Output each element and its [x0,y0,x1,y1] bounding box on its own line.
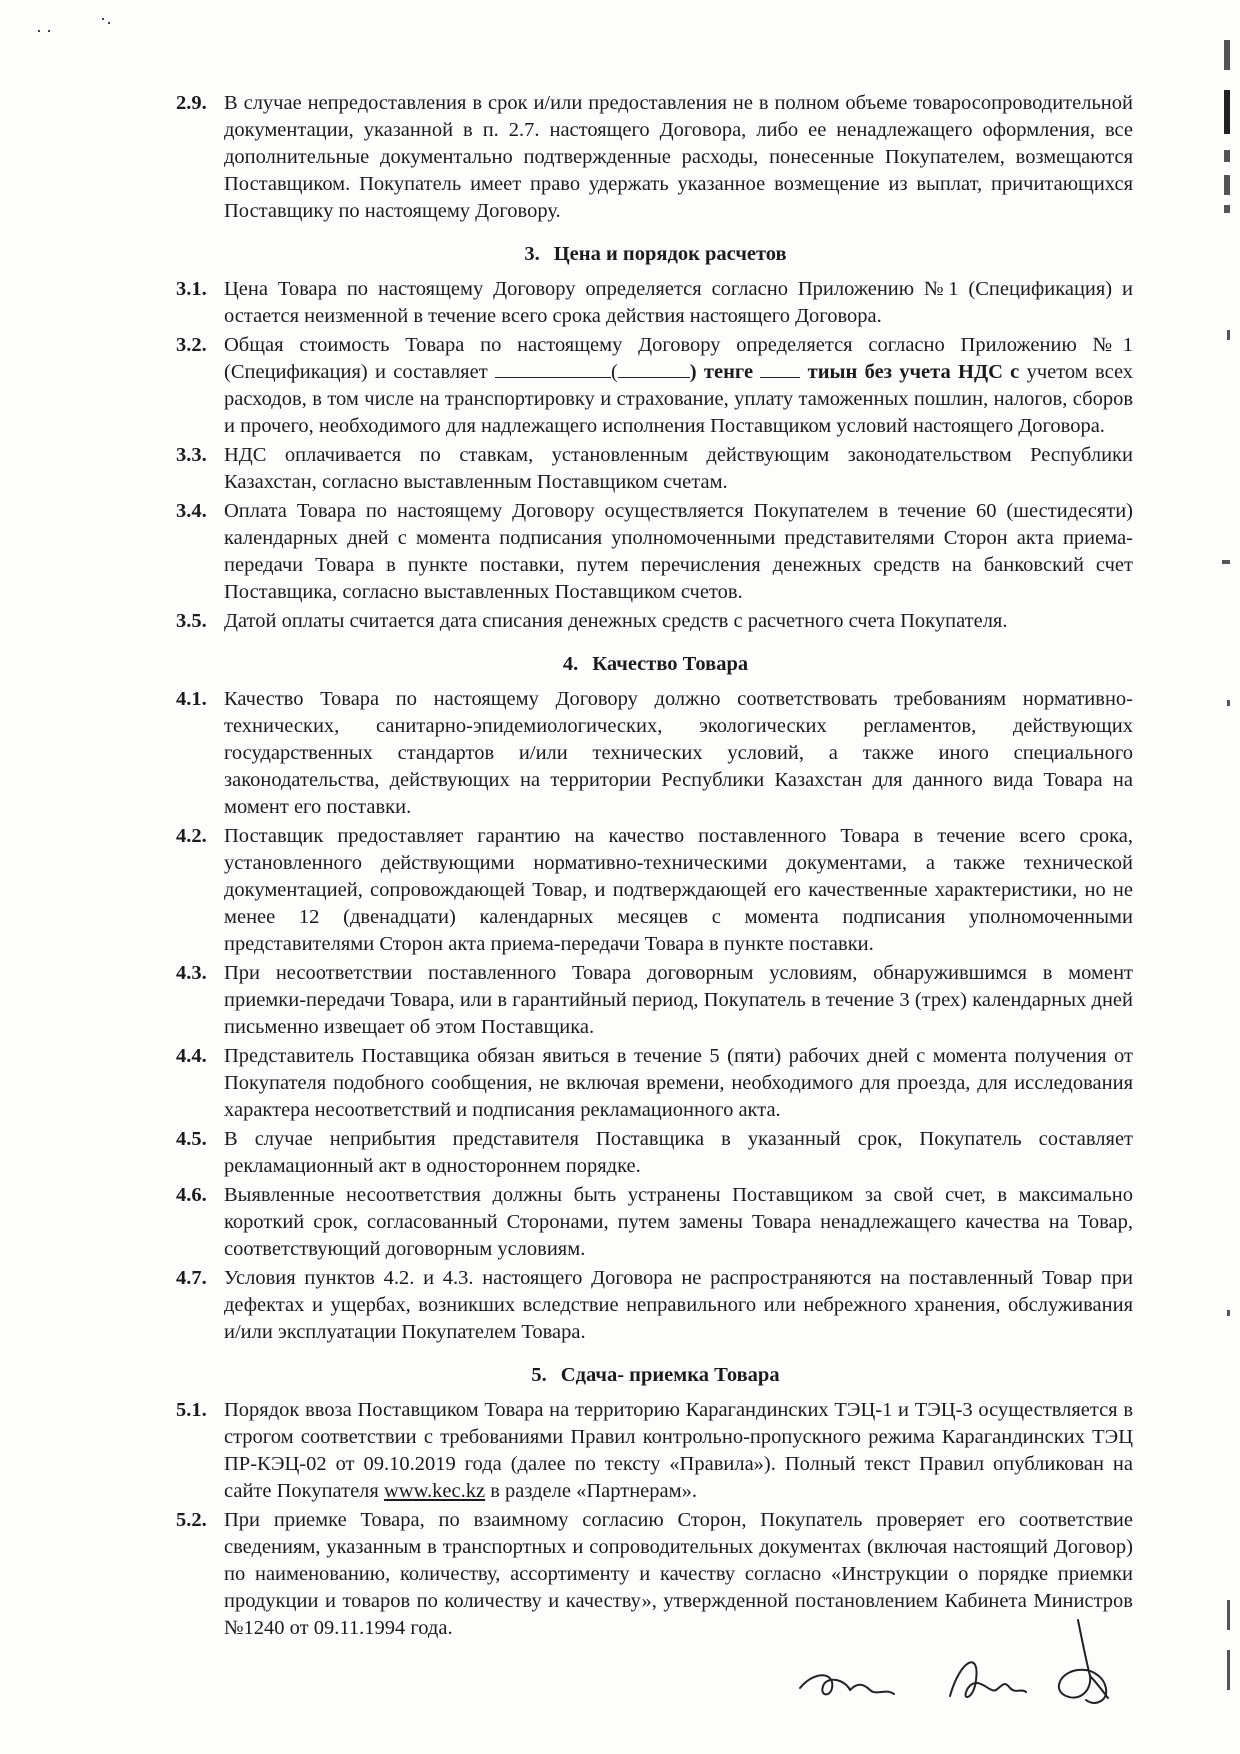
clause-number: 3.2. [176,334,207,356]
section-title: Качество Товара [592,653,749,675]
clause-text-continued: учетом всех расходов, в том числе на транспортировку и страхование, уплату таможенных пошлин, налогов, сборов и прочего, необходимого для надлежащего исполнения Поставщиком условий настоящего Договора. [224,361,1134,437]
clause-text: Порядок ввоза Поставщиком Товара на территорию Карагандинских ТЭЦ-1 и ТЭЦ-3 осуществляется в строгом соответствии с требованиями Правил контрольно-пропускного режима Карагандинских ТЭЦ ПР-КЭЦ-02 от 09.10.2019 года (далее по тексту «Правила»). Полный текст Правил опубликован на сайте Покупателя [224,1399,1133,1502]
clause-text: При несоответствии поставленного Товара договорным условиям, обнаружившимся в момент приемки-передачи Товара, или в гарантийный период, Покупатель в течение 3 (трех) календарных дней письменно извещает об этом Поставщика. [224,962,1133,1038]
clause-4-1 [178,686,1133,821]
amount-words-blank [618,359,690,378]
clause-text: Общая стоимость Товара по настоящему Договору определяется согласно Приложению №1 (Спецификация) и составляет [224,334,1133,383]
clause-4-6 [178,1182,1133,1263]
clause-4-2 [178,823,1133,958]
clause-number: 4.4. [176,1045,207,1067]
clause-4-4 [178,1043,1133,1124]
clause-text: При приемке Товара, по взаимному согласию Сторон, Покупатель проверяет его соответствие сведениям, указанным в транспортных и сопроводительных документах (включая настоящий Договор) по наименованию, количеству, ассортименту и качеству согласно «Инструкции о порядке приемки продукции и товаров по количеству и качеству», утвержденной постановлением Кабинета Министров №1240 от 09.11.1994 года. [224,1509,1133,1639]
signature-2 [950,1662,1026,1697]
clause-text: В случае неприбытия представителя Поставщика в указанный срок, Покупатель составляет рекламационный акт в одностороннем порядке. [224,1128,1133,1177]
clause-number: 3.5. [176,610,207,632]
document-body [178,90,1133,1644]
scan-edge-marks [1216,0,1234,1754]
clause-text: Выявленные несоответствия должны быть устранены Поставщиком за свой счет, в максимально короткий срок, согласованный Сторонами, путем замены Товара ненадлежащего качества на Товар, соответствующий договорным условиям. [224,1184,1133,1260]
clause-3-4 [178,498,1133,606]
section-4-heading [178,651,1133,678]
clause-text: Цена Товара по настоящему Договору определяется согласно Приложению №1 (Спецификация) и остается неизменной в течение всего срока действия настоящего Договора. [224,278,1133,327]
clause-number: 5.1. [176,1399,207,1421]
clause-text: Качество Товара по настоящему Договору должно соответствовать требованиям нормативно-технических, санитарно-эпидемиологических, экологических регламентов, действующих государственных стандартов и/или технических условий, а также иного специального законодательства, действующих на территории Республики Казахстан для данного вида Товара на момент его поставки. [224,688,1133,818]
section-number: 3. [524,243,540,265]
clause-5-1 [178,1397,1133,1505]
tiyn-label: тиын без учета НДС с [807,361,1020,383]
tenge-label: тенге [703,361,754,383]
clause-4-5 [178,1126,1133,1180]
paren-open: ( [610,361,618,383]
tiyn-blank [760,359,800,378]
signature-1 [800,1675,894,1694]
clause-3-1 [178,276,1133,330]
clause-number: 2.9. [176,92,207,114]
clause-number: 4.7. [176,1267,207,1289]
clause-text-tail: в разделе «Партнерам». [490,1480,697,1502]
amount-blank [495,359,611,378]
clause-2-9 [178,90,1133,225]
clause-3-3 [178,442,1133,496]
section-number: 5. [531,1364,547,1386]
clause-3-5 [178,608,1133,635]
handwritten-signatures [790,1610,1130,1720]
clause-number: 4.3. [176,962,207,984]
section-title: Цена и порядок расчетов [553,243,787,265]
clause-text: Датой оплаты считается дата списания денежных средств с расчетного счета Покупателя. [224,610,1008,632]
signature-3 [1059,1620,1106,1703]
clause-number: 4.6. [176,1184,207,1206]
section-title: Сдача- приемка Товара [560,1364,780,1386]
clause-number: 3.3. [176,444,207,466]
clause-number: 5.2. [176,1509,207,1531]
clause-text: Условия пунктов 4.2. и 4.3. настоящего Договора не распространяются на поставленный Товар при дефектах и ущербах, возникших вследствие неправильного или небрежного хранения, обслуживания и/или эксплуатации Покупателем Товара. [224,1267,1133,1343]
clause-number: 4.1. [176,688,207,710]
paren-close: ) [689,361,697,383]
clause-text: Представитель Поставщика обязан явиться в течение 5 (пяти) рабочих дней с момента получения от Покупателя подобного сообщения, не включая времени, необходимого для проезда, для исследования характера несоответствий и подписания рекламационного акта. [224,1045,1133,1121]
clause-text: Оплата Товара по настоящему Договору осуществляется Покупателем в течение 60 (шестидесяти) календарных дней с момента подписания уполномоченными представителями Сторон акта приема-передачи Товара в пункте поставки, путем перечисления денежных средств на банковский счет Поставщика, согласно выставленных Поставщиком счетов. [224,500,1133,603]
clause-text: НДС оплачивается по ставкам, установленным действующим законодательством Республики Казахстан, согласно выставленным Поставщиком счетам. [224,444,1133,493]
clause-3-2 [178,332,1133,440]
section-number: 4. [562,653,579,675]
clause-4-7 [178,1265,1133,1346]
clause-number: 4.5. [176,1128,207,1150]
clause-text: В случае непредоставления в срок и/или предоставления не в полном объеме товаросопроводительной документации, указанной в п. 2.7. настоящего Договора, либо ее ненадлежащего оформления, все дополнительные документально подтвержденные расходы, понесенные Покупателем, возмещаются Поставщиком. Покупатель имеет право удержать указанное возмещение из выплат, причитающихся Поставщику по настоящему Договору. [224,92,1133,222]
section-3-heading [178,241,1133,268]
clause-text: Поставщик предоставляет гарантию на качество поставленного Товара в течение всего срока, установленного действующими нормативно-техническими документами, а также технической документацией, сопровождающей Товар, и подтверждающей его качественные характеристики, но не менее 12 (двенадцати) календарных месяцев с момента подписания уполномоченными представителями Сторон акта приема-передачи Товара в пункте поставки. [224,825,1133,955]
clause-number: 4.2. [176,825,207,847]
clause-number: 3.4. [176,500,207,522]
website-link[interactable]: www.kec.kz [383,1480,486,1502]
clause-4-3 [178,960,1133,1041]
section-5-heading [178,1362,1133,1389]
clause-number: 3.1. [176,278,207,300]
